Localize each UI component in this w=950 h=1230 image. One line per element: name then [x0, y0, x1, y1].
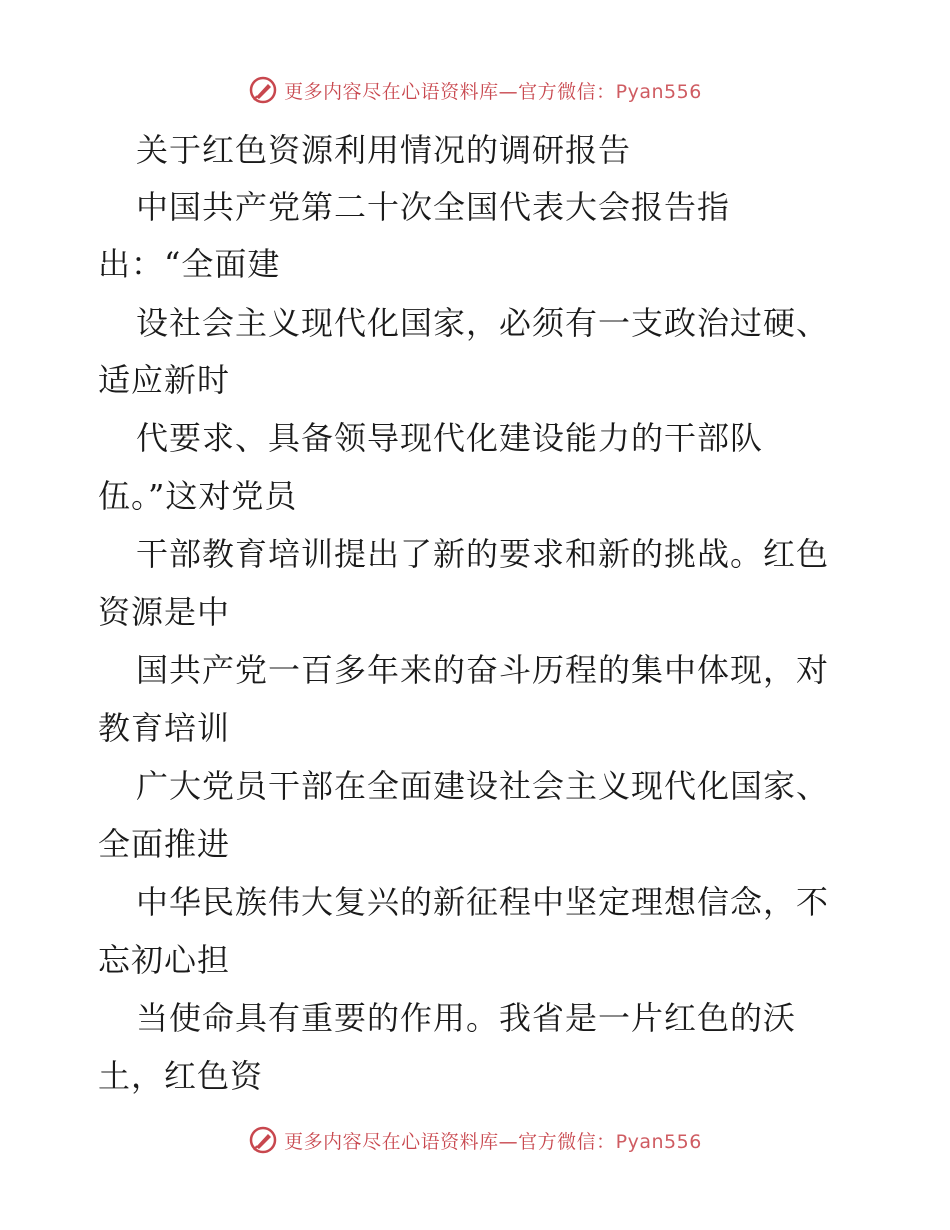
text-line: 出：“全面建 — [98, 245, 281, 283]
text-line: 代要求、具备领导现代化建设能力的干部队 — [136, 419, 764, 457]
text-line: 适应新时 — [98, 361, 231, 399]
text-line: 中华民族伟大复兴的新征程中坚定理想信念，不 — [136, 883, 830, 921]
text-line: 教育培训 — [98, 709, 231, 747]
text-line: 干部教育培训提出了新的要求和新的挑战。红色 — [136, 535, 830, 573]
footer-watermark — [0, 1122, 950, 1158]
header-watermark — [0, 72, 950, 108]
quill-logo-icon — [248, 1125, 278, 1155]
text-line: 当使命具有重要的作用。我省是一片红色的沃 — [136, 999, 797, 1037]
text-line: 国共产党一百多年来的奋斗历程的集中体现，对 — [136, 651, 830, 689]
text-line: 土，红色资 — [98, 1057, 264, 1095]
text-line: 忘初心担 — [98, 941, 231, 979]
text-line: 中国共产党第二十次全国代表大会报告指 — [136, 188, 731, 226]
document-title: 关于红色资源利用情况的调研报告 — [136, 131, 632, 169]
text-line: 全面推进 — [98, 825, 231, 863]
text-line: 设社会主义现代化国家，必须有一支政治过硬、 — [136, 304, 830, 342]
text-line: 广大党员干部在全面建设社会主义现代化国家、 — [136, 767, 830, 805]
quill-logo-icon — [248, 75, 278, 105]
watermark-text: 更多内容尽在心语资料库—官方微信：Pyan556 — [284, 1130, 702, 1153]
watermark-text: 更多内容尽在心语资料库—官方微信：Pyan556 — [284, 80, 702, 103]
text-line: 资源是中 — [98, 593, 231, 631]
text-line: 伍。”这对党员 — [98, 477, 298, 515]
